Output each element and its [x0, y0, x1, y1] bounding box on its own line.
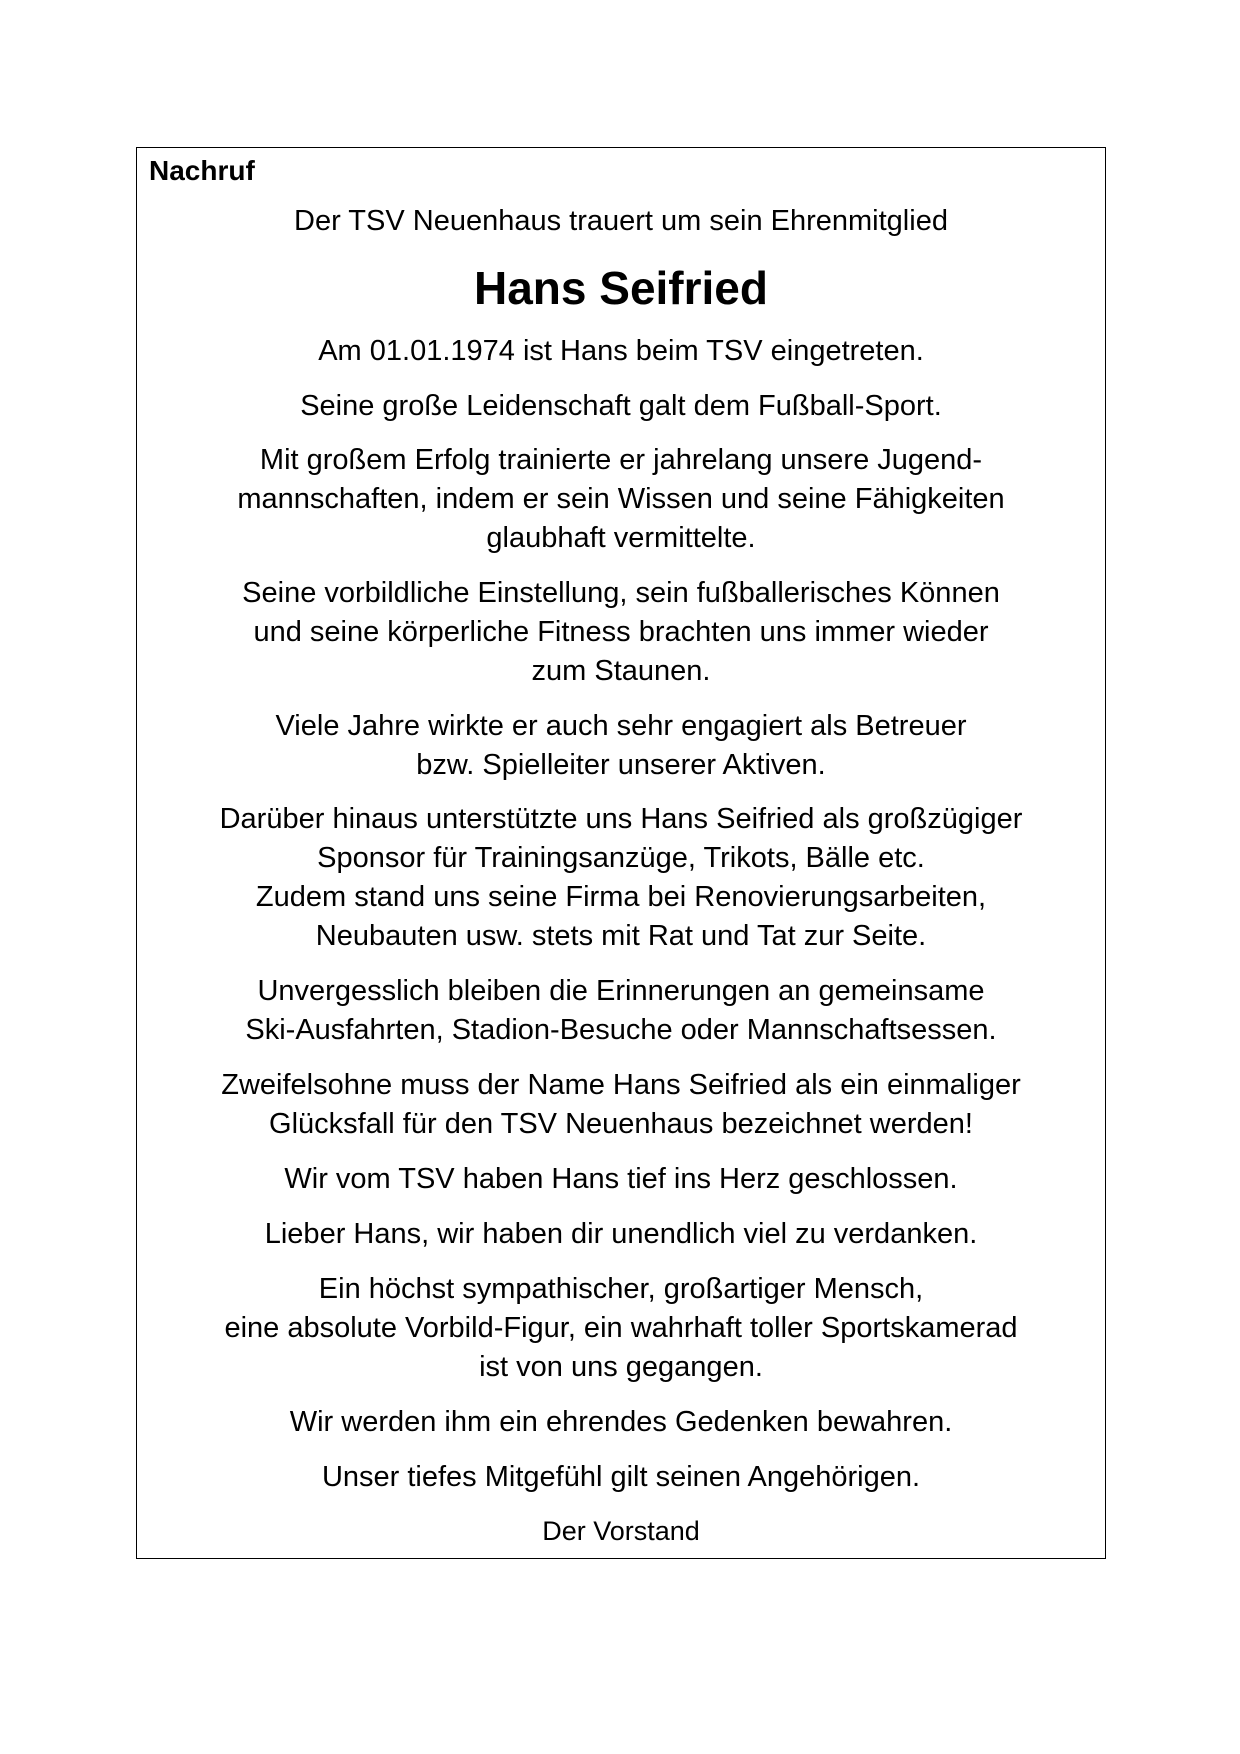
text-line: Ein höchst sympathischer, großartiger Mensch,: [318, 1273, 924, 1305]
text-line: Glücksfall für den TSV Neuenhaus bezeichnet werden!: [269, 1108, 973, 1140]
text-line: Unvergesslich bleiben die Erinnerungen an gemeinsame: [257, 975, 985, 1007]
text-line: glaubhaft vermittelte.: [486, 522, 756, 554]
text-line: Viele Jahre wirkte er auch sehr engagiert als Betreuer: [275, 710, 967, 742]
text-line: Am 01.01.1974 ist Hans beim TSV eingetreten.: [318, 335, 924, 367]
text-line: bzw. Spielleiter unserer Aktiven.: [416, 749, 826, 781]
text-line: und seine körperliche Fitness brachten uns immer wieder: [253, 616, 989, 648]
text-line: Ski-Ausfahrten, Stadion-Besuche oder Mannschaftsessen.: [245, 1014, 997, 1046]
text-line: Mit großem Erfolg trainierte er jahrelang unsere Jugend-: [259, 444, 983, 476]
text-line: ist von uns gegangen.: [479, 1351, 763, 1383]
text-line: Wir vom TSV haben Hans tief ins Herz geschlossen.: [284, 1163, 958, 1195]
text-line: zum Staunen.: [531, 655, 711, 687]
text-line: Zudem stand uns seine Firma bei Renovierungsarbeiten,: [255, 881, 987, 913]
text-line: Wir werden ihm ein ehrendes Gedenken bewahren.: [289, 1406, 953, 1438]
text-line: eine absolute Vorbild-Figur, ein wahrhaft toller Sportskamerad: [224, 1312, 1018, 1344]
notice-label: Nachruf: [149, 155, 255, 186]
text-line: Neubauten usw. stets mit Rat und Tat zur Seite.: [315, 920, 927, 952]
text-line: mannschaften, indem er sein Wissen und seine Fähigkeiten: [237, 483, 1005, 515]
text-line: Unser tiefes Mitgefühl gilt seinen Angehörigen.: [321, 1461, 921, 1493]
text-line: Zweifelsohne muss der Name Hans Seifried als ein einmaliger: [221, 1069, 1021, 1101]
text-line: Seine große Leidenschaft galt dem Fußball-Sport.: [300, 390, 942, 422]
text-line: Sponsor für Trainingsanzüge, Trikots, Bälle etc.: [317, 842, 925, 874]
signature: Der Vorstand: [542, 1516, 700, 1546]
deceased-name: Hans Seifried: [474, 262, 768, 314]
obituary-notice: [136, 147, 1106, 1559]
intro-line: Der TSV Neuenhaus trauert um sein Ehrenmitglied: [294, 205, 948, 237]
text-line: Darüber hinaus unterstützte uns Hans Seifried als großzügiger: [219, 803, 1023, 835]
text-line: Seine vorbildliche Einstellung, sein fußballerisches Können: [242, 577, 1000, 609]
text-line: Lieber Hans, wir haben dir unendlich viel zu verdanken.: [264, 1218, 978, 1250]
